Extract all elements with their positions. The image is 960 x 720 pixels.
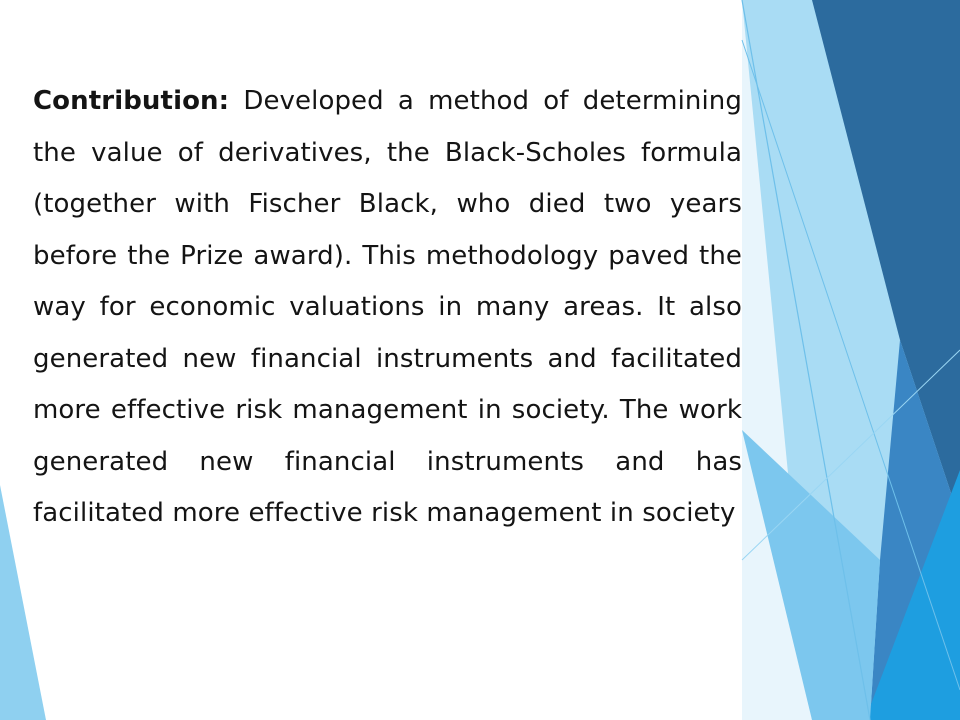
body-paragraph bbox=[33, 76, 742, 540]
contribution-text: Developed a method of determining the value of derivatives, the Black-Scholes formula (together with Fischer Black, who died two years before the Prize award). This methodology paved the way for economic valuations in many areas. It also generated new financial instruments and facilitated more effective risk management in society. The work generated new financial instruments and has facilitated more effective risk management in society bbox=[33, 86, 742, 528]
contribution-label: Contribution: bbox=[33, 86, 230, 116]
